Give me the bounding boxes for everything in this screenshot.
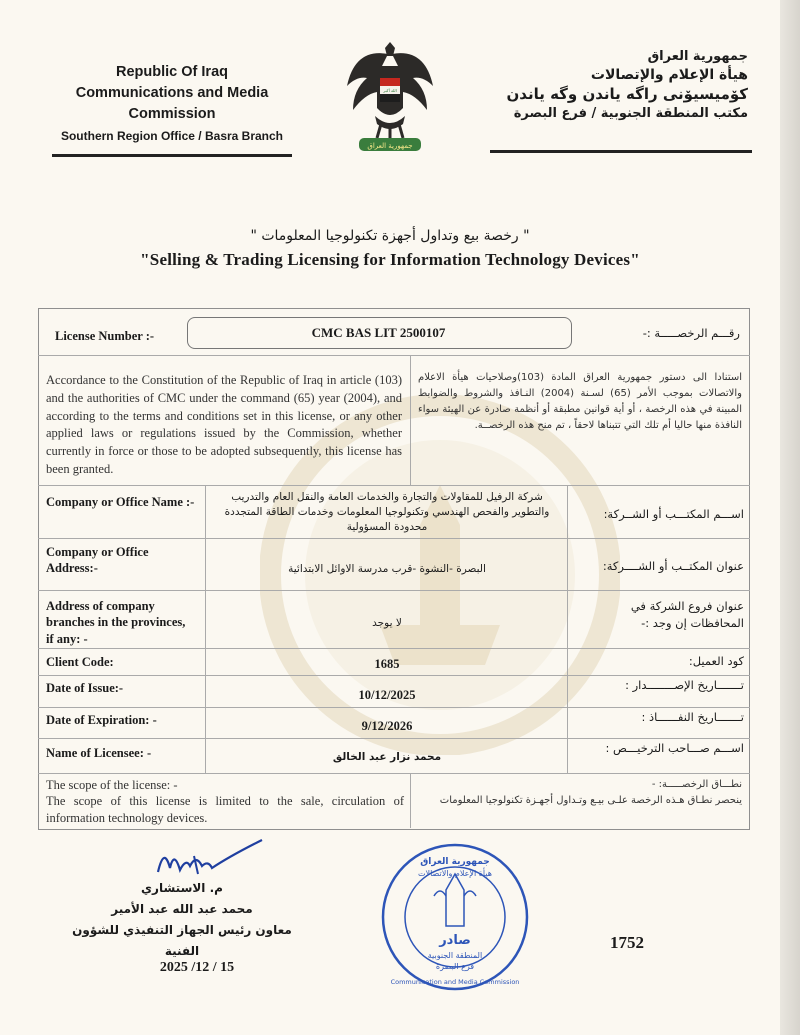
header-ar-country: جمهورية العراق <box>647 49 748 64</box>
page-edge <box>780 0 800 1035</box>
form-divider <box>38 355 750 356</box>
stamp-branch: فرع البصرة <box>435 962 475 971</box>
company-name-label: Company or Office Name :- <box>46 495 195 509</box>
form-col-divider <box>205 485 206 773</box>
license-number-label-ar: رقـــم الرخصـــــة :- <box>642 326 740 340</box>
signatory-name: محمد عبد الله عبد الأمير <box>111 902 253 916</box>
signature-block <box>72 848 292 962</box>
company-name-value: شركة الرفيل للمقاولات والتجارة والخدمات العامة والنقل العام والتدريب والتطوير والفحص الهندسي وتكنولوجيا المعلومات وخدمات الطاقة المتجددة محدودة المسؤولية <box>224 491 550 534</box>
stamp-region: المنطقة الجنوبية <box>427 951 483 960</box>
form-divider <box>38 648 750 649</box>
scope-text-arabic: ينحصر نطـاق هـذه الرخصة علـى بيـع وتـداول أجهـزة تكنولوجيا المعلومات <box>439 794 742 806</box>
form-divider <box>38 538 750 539</box>
issue-date-value: 10/12/2025 <box>358 688 416 702</box>
expiration-date-value: 9/12/2026 <box>361 719 413 733</box>
form-col-divider <box>567 485 568 773</box>
license-number-label: License Number :- <box>55 329 155 343</box>
emblem-scroll-text: جمهورية العراق <box>367 142 413 150</box>
scope-arabic <box>418 777 742 808</box>
header-kurdish-org: كۆميسيۆنى راگه ياندن وگه ياندن <box>506 85 748 104</box>
title-english: "Selling & Trading Licensing for Information Technology Devices" <box>140 250 640 269</box>
company-address-label-ar: عنوان المكتــب أو الشــــركة: <box>602 559 744 573</box>
emblem-flag-text: الله أكبر <box>383 88 397 93</box>
header-rule-right <box>490 150 752 153</box>
scope-title-arabic: نطـــاق الرخصـــــة: - <box>651 779 742 790</box>
header-country: Republic Of Iraq <box>116 64 228 80</box>
expiration-date-label-ar: تـــــــاريخ النفــــــاذ : <box>641 710 744 724</box>
header-org-line1: Communications and Media <box>75 85 269 102</box>
signature-date: 2025 /12 / 15 <box>159 960 235 975</box>
form-col-divider <box>410 355 411 485</box>
form-divider <box>38 485 750 486</box>
scope-english <box>46 777 404 826</box>
client-code-label: Client Code: <box>46 655 114 669</box>
licensee-name-value: محمد نزار عبد الخالق <box>332 751 442 763</box>
header-ar-office: مكتب المنطقة الجنوبية / فرع البصرة <box>513 105 748 121</box>
client-code-label-ar: كود العميل: <box>688 654 744 668</box>
branches-label: Address of company branches in the provinces, if any: - <box>46 599 186 646</box>
header-ar-org: هيأة الإعلام والإتصالات <box>590 66 748 83</box>
license-number-value: CMC BAS LIT 2500107 <box>311 325 446 340</box>
header-arabic <box>488 48 748 122</box>
branches-value: لا يوجد <box>372 617 402 629</box>
stamp-country: جمهورية العراق <box>420 857 490 867</box>
expiration-date-label: Date of Expiration: - <box>46 713 157 727</box>
header-rule-left <box>52 154 292 157</box>
scope-title-english: The scope of the license: - <box>46 778 178 792</box>
document-number: 1752 <box>610 933 644 952</box>
licensee-name-label: Name of Licensee: - <box>46 746 152 760</box>
licensee-name-label-ar: اســـم صـــاحب الترخيـــص : <box>605 741 744 755</box>
form-col-divider <box>410 773 411 828</box>
issue-date-label: Date of Issue:- <box>46 681 124 695</box>
form-divider <box>38 675 750 676</box>
iraq-eagle-emblem-icon <box>345 38 435 160</box>
header-english <box>52 62 292 145</box>
form-divider <box>38 707 750 708</box>
signatory-title: م. الاستشاري <box>141 881 223 895</box>
client-code-value: 1685 <box>374 657 400 671</box>
intro-paragraph-arabic: استنادا الى دستور جمهورية العراق المادة (103)وصلاحيات هيأة الاعلام والاتصالات بموجب الأمر (65) لسـنة (2004) النـافذ والشروط والضوابط المبينة في هذه الرخصة ، أو أية قوانين مطبقة أو أنظمة صادرة عن الهيئة سواء النافذة منها حاليا أم تلك التي تتبناها لاحقاً ، تم منح هذه الرخصــة. <box>418 372 742 431</box>
issue-date-label-ar: تـــــــاريخ الإصــــــــدار : <box>625 678 744 692</box>
header-office: Southern Region Office / Basra Branch <box>60 129 284 144</box>
header-org-line2: Commission <box>128 106 216 123</box>
signatory-position: معاون رئيس الجهاز التنفيذي للشؤون الفنية <box>72 923 292 958</box>
company-address-value: البصرة -النشوة -قرب مدرسة الاوائل الابتدائية <box>288 563 486 575</box>
intro-paragraph-english: Accordance to the Constitution of the Republic of Iraq in article (103) and the authorities of CMC under the command (65) year (2004), and according to the terms and conditions set in this license, or any other applied laws or regulations issued by the Commission, whether currently in force or those to be adopted subsequently, this license has been granted. <box>46 373 402 476</box>
form-divider <box>38 590 750 591</box>
scope-text-english: The scope of this license is limited to the sale, circulation of information technology devices. <box>46 794 404 825</box>
stamp-center: صادر <box>439 933 471 948</box>
official-stamp-icon <box>378 840 533 995</box>
form-divider <box>38 773 750 774</box>
stamp-org: هيأة الإعلام والاتصالات <box>418 869 492 878</box>
title-arabic: " رخصة بيع وتداول أجهزة تكنولوجيا المعلومات " <box>250 228 530 244</box>
stamp-english: Communication and Media Commission <box>390 978 520 986</box>
branches-label-ar: عنوان فروع الشركة في المحافظات إن وجد :- <box>630 599 744 630</box>
company-address-label: Company or Office Address:- <box>46 545 149 576</box>
form-divider <box>38 738 750 739</box>
company-name-label-ar: اســـم المكتـــب أو الشــركة: <box>603 507 744 521</box>
